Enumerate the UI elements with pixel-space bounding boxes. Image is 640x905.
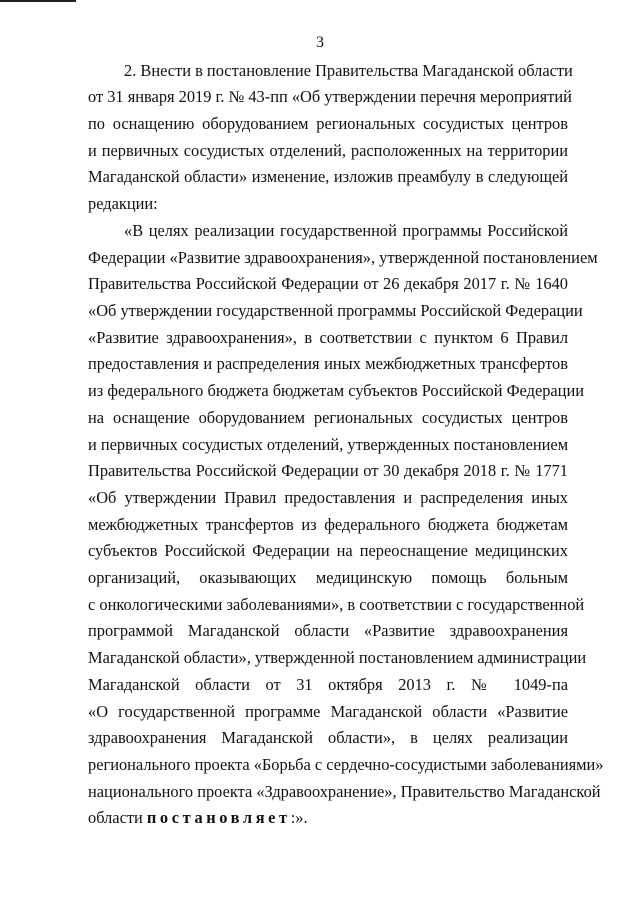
text-line: межбюджетных трансфертов из федерального бюджета бюджетам (88, 515, 568, 534)
text-line: Магаданской области», утвержденной постановлением администрации (88, 648, 587, 667)
text-line: «Об утверждении государственной программы Российской Федерации (88, 301, 583, 320)
text-line: Правительства Российской Федерации от 26 декабря 2017 г. № 1640 (88, 274, 568, 293)
text-line: предоставления и распределения иных межбюджетных трансфертов (88, 354, 568, 373)
top-rule (0, 0, 76, 2)
text-line: Правительства Российской Федерации от 30 декабря 2018 г. № 1771 (88, 461, 568, 480)
text-line: с онкологическими заболеваниями», в соответствии с государственной (88, 595, 585, 614)
text-line: из федерального бюджета бюджетам субъектов Российской Федерации (88, 381, 584, 400)
text-line: субъектов Российской Федерации на переоснащение медицинских (88, 541, 568, 560)
text-line: программой Магаданской области «Развитие здравоохранения (88, 621, 568, 640)
text-line: регионального проекта «Борьба с сердечно-сосудистыми заболеваниями» (88, 755, 604, 774)
text-line: на оснащение оборудованием региональных сосудистых центров (88, 408, 568, 427)
resolution-word: постановляет (146, 808, 291, 827)
text-line: «В целях реализации государственной программы Российской (124, 221, 568, 240)
text-line: и первичных сосудистых отделений, утвержденных постановлением (88, 435, 569, 454)
text-line: «О государственной программе Магаданской области «Развитие (88, 702, 568, 721)
text-line: 2. Внести в постановление Правительства Магаданской области (124, 61, 573, 80)
text-line: Магаданской области» изменение, изложив преамбулу в следующей (88, 167, 568, 186)
text-line: редакции: (88, 194, 158, 213)
closing-prefix: области (88, 808, 147, 827)
text-line: «Развитие здравоохранения», в соответствии с пунктом 6 Правил (88, 328, 568, 347)
text-line: организаций, оказывающих медицинскую помощь больным (88, 568, 568, 587)
text-line: здравоохранения Магаданской области», в целях реализации (88, 728, 568, 747)
closing-line (88, 808, 568, 828)
page-number: 3 (316, 34, 324, 51)
text-line: «Об утверждении Правил предоставления и распределения иных (88, 488, 568, 507)
closing-suffix: :». (290, 808, 308, 827)
text-line: Магаданской области от 31 октября 2013 г. № 1049-па (88, 675, 568, 694)
text-line: и первичных сосудистых отделений, расположенных на территории (88, 141, 568, 160)
text-line: по оснащению оборудованием региональных сосудистых центров (88, 114, 568, 133)
text-line: Федерации «Развитие здравоохранения», утвержденной постановлением (88, 248, 598, 267)
text-line: от 31 января 2019 г. № 43-пп «Об утверждении перечня мероприятий (88, 87, 572, 106)
text-line: национального проекта «Здравоохранение», Правительство Магаданской (88, 782, 601, 801)
